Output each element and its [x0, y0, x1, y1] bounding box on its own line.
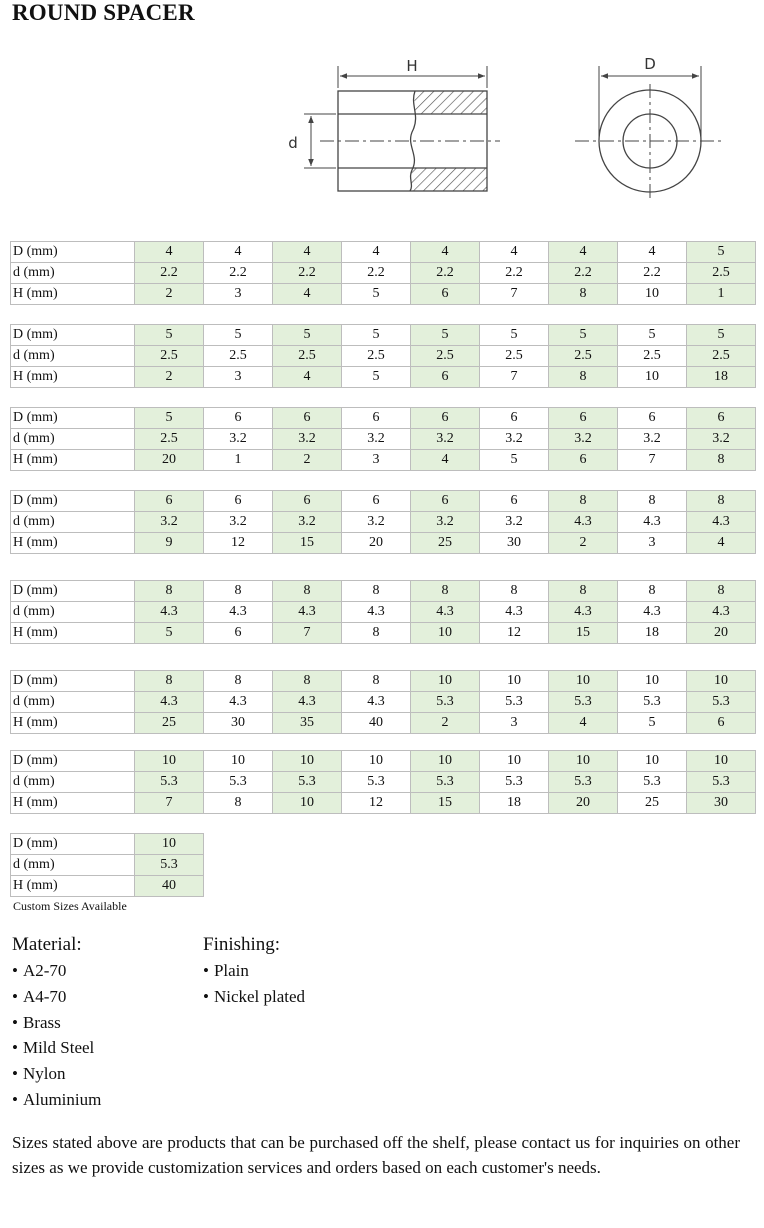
table-cell: 20 [549, 793, 618, 814]
table-row [11, 855, 204, 876]
table-cell: 5 [204, 325, 273, 346]
row-label: d (mm) [11, 512, 135, 533]
material-item: • Nylon [12, 1061, 101, 1087]
table-row [11, 671, 756, 692]
size-table [10, 407, 756, 471]
table-cell: 5.3 [411, 692, 480, 713]
finishing-item: • Plain [203, 958, 305, 984]
table-cell: 30 [687, 793, 756, 814]
custom-sizes-note: Custom Sizes Available [13, 899, 127, 913]
table-cell: 2.5 [135, 346, 204, 367]
table-cell: 4 [273, 367, 342, 388]
table-cell: 10 [480, 671, 549, 692]
table-cell: 40 [342, 713, 411, 734]
table-cell: 5 [480, 450, 549, 471]
table-cell: 3.2 [342, 429, 411, 450]
table-cell: 3 [342, 450, 411, 471]
table-cell: 2.2 [411, 263, 480, 284]
table-cell: 1 [687, 284, 756, 305]
table-cell: 10 [411, 623, 480, 644]
row-label: D (mm) [11, 325, 135, 346]
table-cell: 5 [480, 325, 549, 346]
table-row [11, 533, 756, 554]
table-cell: 10 [618, 284, 687, 305]
table-cell: 3.2 [480, 429, 549, 450]
row-label: D (mm) [11, 834, 135, 855]
table-cell: 8 [204, 793, 273, 814]
table-cell: 4.3 [687, 602, 756, 623]
table-cell: 3.2 [411, 512, 480, 533]
row-label: d (mm) [11, 772, 135, 793]
table-cell: 3.2 [687, 429, 756, 450]
table-cell: 5.3 [618, 692, 687, 713]
row-label: d (mm) [11, 263, 135, 284]
table-cell: 2.2 [342, 263, 411, 284]
table-cell: 3.2 [411, 429, 480, 450]
table-cell: 7 [480, 284, 549, 305]
table-row [11, 876, 204, 897]
table-cell: 5 [273, 325, 342, 346]
table-cell: 5.3 [411, 772, 480, 793]
material-item: • A4-70 [12, 984, 101, 1010]
table-cell: 6 [204, 408, 273, 429]
finishing-list [203, 958, 305, 1010]
row-label: H (mm) [11, 367, 135, 388]
table-cell: 40 [135, 876, 204, 897]
table-cell: 2.2 [480, 263, 549, 284]
spacer-drawings [0, 40, 764, 215]
size-table [10, 241, 756, 305]
table-cell: 3 [204, 284, 273, 305]
table-cell: 5 [411, 325, 480, 346]
table-cell: 8 [618, 491, 687, 512]
table-cell: 6 [273, 491, 342, 512]
row-label: d (mm) [11, 855, 135, 876]
side-label-h: H [406, 57, 418, 75]
table-cell: 2.5 [549, 346, 618, 367]
table-row [11, 263, 756, 284]
table-cell: 6 [411, 367, 480, 388]
row-label: D (mm) [11, 751, 135, 772]
table-cell: 3.2 [342, 512, 411, 533]
table-cell: 20 [135, 450, 204, 471]
page-title: ROUND SPACER [12, 0, 195, 25]
table-cell: 4.3 [204, 692, 273, 713]
front-view [575, 66, 724, 200]
table-cell: 12 [480, 623, 549, 644]
table-cell: 25 [135, 713, 204, 734]
material-item: • Aluminium [12, 1087, 101, 1113]
row-label: d (mm) [11, 692, 135, 713]
row-label: D (mm) [11, 242, 135, 263]
row-label: H (mm) [11, 623, 135, 644]
table-cell: 3 [204, 367, 273, 388]
table-cell: 7 [480, 367, 549, 388]
material-item: • Brass [12, 1010, 101, 1036]
footer-text: Sizes stated above are products that can be purchased off the shelf, please contact us for inquiries on other sizes as we provide customization services and orders based on each customer's needs. [12, 1133, 740, 1177]
table-cell: 2.5 [480, 346, 549, 367]
row-label: D (mm) [11, 671, 135, 692]
table-cell: 5.3 [549, 772, 618, 793]
table-cell: 8 [273, 671, 342, 692]
table-cell: 5.3 [618, 772, 687, 793]
table-cell: 6 [342, 491, 411, 512]
row-label: H (mm) [11, 793, 135, 814]
table-cell: 3.2 [618, 429, 687, 450]
table-cell: 2 [411, 713, 480, 734]
table-cell: 5 [135, 408, 204, 429]
material-item: • A2-70 [12, 958, 101, 984]
table-cell: 2.5 [618, 346, 687, 367]
table-cell: 6 [135, 491, 204, 512]
size-table [10, 580, 756, 644]
table-cell: 4 [480, 242, 549, 263]
table-cell: 20 [342, 533, 411, 554]
table-cell: 4 [549, 242, 618, 263]
table-row [11, 602, 756, 623]
table-cell: 10 [549, 671, 618, 692]
table-cell: 8 [204, 671, 273, 692]
table-row [11, 491, 756, 512]
row-label: D (mm) [11, 408, 135, 429]
table-cell: 35 [273, 713, 342, 734]
table-cell: 8 [135, 671, 204, 692]
material-list [12, 958, 101, 1113]
table-cell: 4.3 [342, 602, 411, 623]
table-cell: 6 [549, 450, 618, 471]
material-title: Material: [12, 934, 82, 955]
table-cell: 15 [549, 623, 618, 644]
row-label: D (mm) [11, 491, 135, 512]
table-cell: 2.5 [411, 346, 480, 367]
table-row [11, 242, 756, 263]
table-cell: 2.2 [618, 263, 687, 284]
table-cell: 6 [618, 408, 687, 429]
table-cell: 4.3 [549, 512, 618, 533]
table-cell: 15 [411, 793, 480, 814]
table-cell: 10 [135, 751, 204, 772]
table-cell: 9 [135, 533, 204, 554]
table-cell: 6 [549, 408, 618, 429]
row-label: d (mm) [11, 602, 135, 623]
table-cell: 4.3 [687, 512, 756, 533]
table-row [11, 623, 756, 644]
table-cell: 4 [549, 713, 618, 734]
finishing-item: • Nickel plated [203, 984, 305, 1010]
table-cell: 4 [687, 533, 756, 554]
table-cell: 2.5 [135, 429, 204, 450]
table-cell: 8 [273, 581, 342, 602]
table-cell: 18 [687, 367, 756, 388]
table-cell: 5.3 [549, 692, 618, 713]
size-table [10, 833, 204, 897]
table-cell: 7 [273, 623, 342, 644]
table-cell: 18 [618, 623, 687, 644]
table-cell: 3.2 [135, 512, 204, 533]
table-cell: 5 [135, 325, 204, 346]
table-cell: 8 [549, 367, 618, 388]
table-cell: 8 [549, 284, 618, 305]
table-cell: 5.3 [687, 772, 756, 793]
table-cell: 10 [204, 751, 273, 772]
table-cell: 8 [480, 581, 549, 602]
table-cell: 8 [342, 671, 411, 692]
table-row [11, 408, 756, 429]
table-cell: 4 [618, 242, 687, 263]
table-cell: 7 [618, 450, 687, 471]
table-cell: 8 [687, 491, 756, 512]
table-cell: 3.2 [204, 512, 273, 533]
table-cell: 4 [273, 284, 342, 305]
table-cell: 30 [480, 533, 549, 554]
table-cell: 10 [411, 671, 480, 692]
table-cell: 18 [480, 793, 549, 814]
table-cell: 4 [342, 242, 411, 263]
table-cell: 15 [273, 533, 342, 554]
table-cell: 6 [411, 408, 480, 429]
table-cell: 8 [342, 581, 411, 602]
table-cell: 10 [342, 751, 411, 772]
table-cell: 6 [411, 284, 480, 305]
table-cell: 5 [549, 325, 618, 346]
table-row [11, 834, 204, 855]
table-cell: 4 [411, 242, 480, 263]
table-cell: 4 [135, 242, 204, 263]
table-cell: 3 [480, 713, 549, 734]
table-cell: 5 [687, 325, 756, 346]
table-cell: 8 [549, 581, 618, 602]
table-cell: 5.3 [480, 772, 549, 793]
table-cell: 2 [549, 533, 618, 554]
table-cell: 2.5 [273, 346, 342, 367]
material-item: • Mild Steel [12, 1035, 101, 1061]
table-cell: 4.3 [135, 692, 204, 713]
table-cell: 7 [135, 793, 204, 814]
table-cell: 5.3 [135, 855, 204, 876]
table-row [11, 793, 756, 814]
table-cell: 5.3 [273, 772, 342, 793]
size-table [10, 324, 756, 388]
table-cell: 6 [480, 491, 549, 512]
table-cell: 2.5 [204, 346, 273, 367]
table-cell: 20 [687, 623, 756, 644]
row-label: d (mm) [11, 429, 135, 450]
table-cell: 2.5 [687, 263, 756, 284]
size-table [10, 750, 756, 814]
table-row [11, 284, 756, 305]
table-cell: 5 [618, 325, 687, 346]
table-cell: 5 [687, 242, 756, 263]
table-cell: 5 [618, 713, 687, 734]
row-label: H (mm) [11, 284, 135, 305]
table-cell: 6 [480, 408, 549, 429]
table-row [11, 512, 756, 533]
table-cell: 8 [411, 581, 480, 602]
row-label: H (mm) [11, 533, 135, 554]
table-cell: 10 [687, 751, 756, 772]
table-cell: 8 [687, 581, 756, 602]
table-cell: 4.3 [273, 692, 342, 713]
table-cell: 5 [342, 325, 411, 346]
table-cell: 2.2 [204, 263, 273, 284]
table-cell: 2.5 [687, 346, 756, 367]
table-cell: 4.3 [480, 602, 549, 623]
table-cell: 6 [687, 408, 756, 429]
table-cell: 6 [411, 491, 480, 512]
table-cell: 1 [204, 450, 273, 471]
table-cell: 8 [342, 623, 411, 644]
table-cell: 3.2 [549, 429, 618, 450]
table-cell: 2.2 [549, 263, 618, 284]
table-row [11, 325, 756, 346]
table-row [11, 751, 756, 772]
table-row [11, 772, 756, 793]
table-cell: 10 [273, 793, 342, 814]
table-cell: 6 [204, 623, 273, 644]
side-view [304, 66, 500, 191]
table-cell: 3.2 [204, 429, 273, 450]
table-cell: 2.2 [273, 263, 342, 284]
table-cell: 4.3 [135, 602, 204, 623]
table-cell: 2 [273, 450, 342, 471]
table-cell: 25 [618, 793, 687, 814]
table-cell: 8 [204, 581, 273, 602]
finishing-title: Finishing: [203, 934, 281, 955]
size-table [10, 490, 756, 554]
table-cell: 6 [342, 408, 411, 429]
table-cell: 5 [342, 367, 411, 388]
row-label: D (mm) [11, 581, 135, 602]
table-cell: 5.3 [342, 772, 411, 793]
table-cell: 25 [411, 533, 480, 554]
table-cell: 4.3 [273, 602, 342, 623]
table-cell: 6 [687, 713, 756, 734]
table-cell: 3 [618, 533, 687, 554]
table-cell: 3.2 [480, 512, 549, 533]
bore-label-d: d [288, 134, 298, 152]
table-cell: 4 [204, 242, 273, 263]
table-cell: 30 [204, 713, 273, 734]
table-cell: 6 [204, 491, 273, 512]
table-cell: 10 [549, 751, 618, 772]
table-cell: 8 [549, 491, 618, 512]
table-cell: 10 [618, 367, 687, 388]
table-row [11, 450, 756, 471]
table-cell: 4.3 [618, 602, 687, 623]
row-label: H (mm) [11, 876, 135, 897]
table-row [11, 346, 756, 367]
size-table [10, 670, 756, 734]
table-cell: 5 [135, 623, 204, 644]
table-cell: 4 [411, 450, 480, 471]
row-label: d (mm) [11, 346, 135, 367]
table-cell: 8 [618, 581, 687, 602]
table-cell: 8 [687, 450, 756, 471]
table-cell: 4.3 [204, 602, 273, 623]
table-cell: 4.3 [342, 692, 411, 713]
table-cell: 5.3 [687, 692, 756, 713]
table-row [11, 367, 756, 388]
table-cell: 10 [273, 751, 342, 772]
table-cell: 10 [135, 834, 204, 855]
table-cell: 10 [687, 671, 756, 692]
row-label: H (mm) [11, 450, 135, 471]
table-cell: 4.3 [618, 512, 687, 533]
row-label: H (mm) [11, 713, 135, 734]
table-cell: 4.3 [411, 602, 480, 623]
table-cell: 10 [411, 751, 480, 772]
table-cell: 2 [135, 367, 204, 388]
table-cell: 10 [618, 671, 687, 692]
table-cell: 10 [480, 751, 549, 772]
table-cell: 4 [273, 242, 342, 263]
table-row [11, 429, 756, 450]
table-cell: 5.3 [480, 692, 549, 713]
table-cell: 2.2 [135, 263, 204, 284]
table-row [11, 713, 756, 734]
table-cell: 3.2 [273, 429, 342, 450]
table-cell: 5.3 [135, 772, 204, 793]
table-cell: 10 [618, 751, 687, 772]
table-cell: 4.3 [549, 602, 618, 623]
front-label-d: D [644, 55, 656, 73]
table-cell: 2.5 [342, 346, 411, 367]
table-cell: 2 [135, 284, 204, 305]
table-row [11, 692, 756, 713]
table-cell: 3.2 [273, 512, 342, 533]
table-cell: 5 [342, 284, 411, 305]
table-cell: 6 [273, 408, 342, 429]
table-cell: 12 [342, 793, 411, 814]
table-row [11, 581, 756, 602]
table-cell: 5.3 [204, 772, 273, 793]
table-cell: 12 [204, 533, 273, 554]
table-cell: 8 [135, 581, 204, 602]
